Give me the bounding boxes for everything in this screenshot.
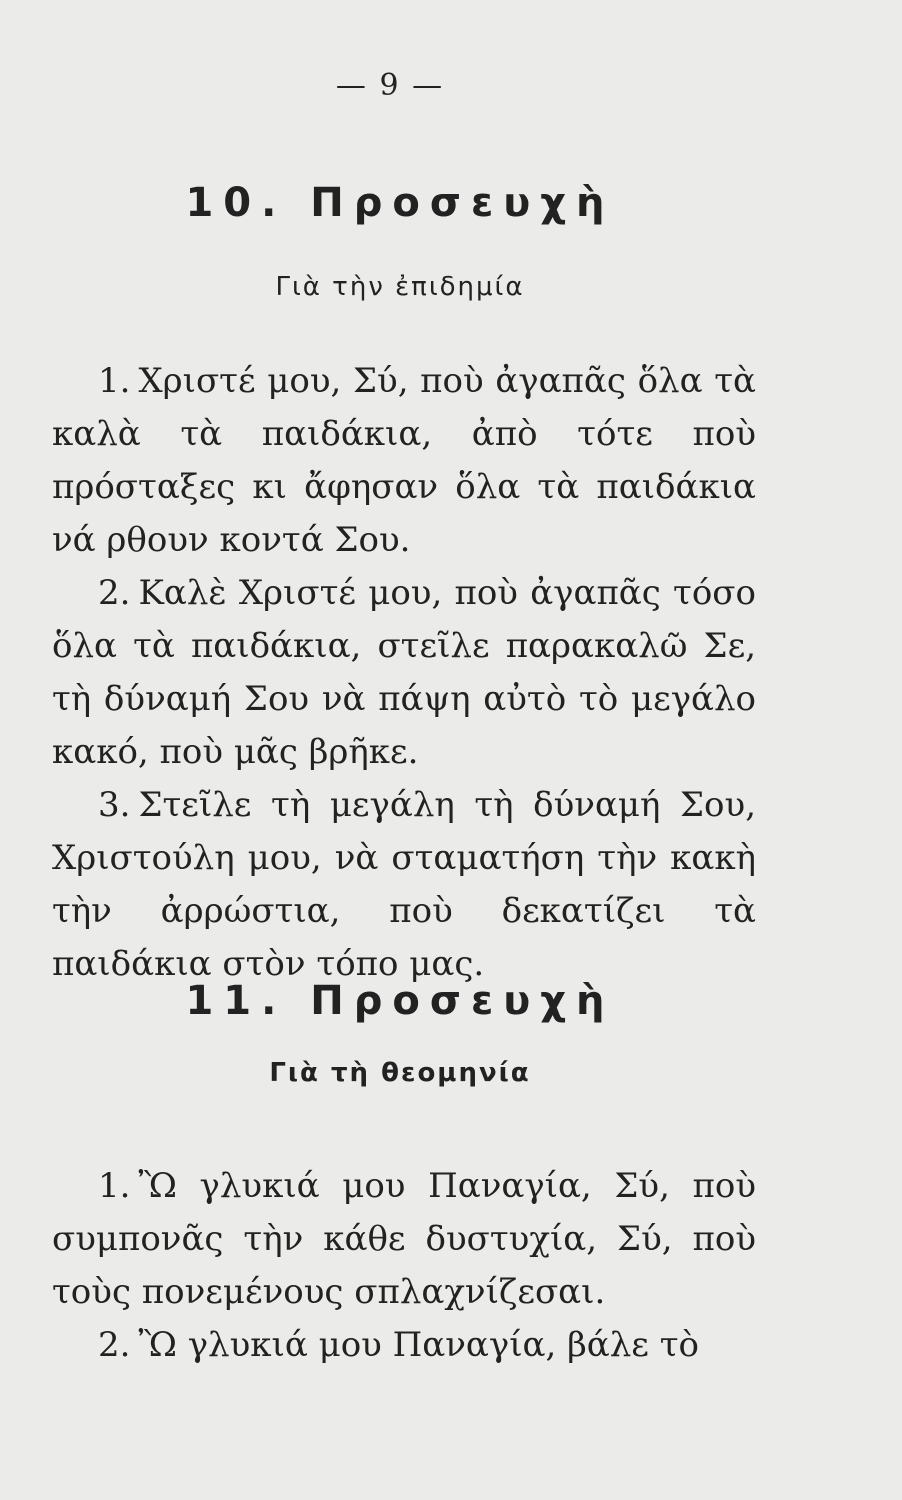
section-11-subheading: Γιὰ τὴ θεομηνία <box>269 1058 531 1088</box>
paragraph-text: Ὢ γλυκιά μου Παναγία, Σύ, ποὺ συμπονᾶς τὴν κάθε δυστυχία, Σύ, ποὺ τοὺς πονεμένους σπλαχνίζεσαι. <box>52 1166 756 1312</box>
paragraph-number: 2. <box>98 573 131 613</box>
paragraph <box>52 355 756 567</box>
paragraph <box>52 567 756 779</box>
section-10-body <box>52 355 756 991</box>
section-10-heading: 10. Προσευχὴ <box>185 180 615 226</box>
paragraph <box>52 779 756 991</box>
paragraph-text: Ὢ γλυκιά μου Παναγία, βάλε τὸ <box>138 1325 699 1365</box>
page-number: — 9 — <box>335 68 445 103</box>
section-11-heading: 11. Προσευχὴ <box>185 978 615 1024</box>
paragraph-text: Καλὲ Χριστέ μου, ποὺ ἀγαπᾶς τόσο ὅλα τὰ παιδάκια, στεῖλε παρακαλῶ Σε, τὴ δύναμή Σου νὰ πάψη αὐτὸ τὸ μεγάλο κακό, ποὺ μᾶς βρῆκε. <box>52 573 756 772</box>
paragraph-text: Χριστέ μου, Σύ, ποὺ ἀγαπᾶς ὅλα τὰ καλὰ τὰ παιδάκια, ἀπὸ τότε ποὺ πρόσταξες κι ἄφησαν ὅλα τὰ παιδάκια νά ρθουν κοντά Σου. <box>52 361 756 560</box>
section-10-subheading: Γιὰ τὴν ἐπιδημία <box>275 272 525 302</box>
paragraph-number: 2. <box>98 1325 131 1365</box>
paragraph-number: 1. <box>98 361 131 401</box>
paragraph-number: 3. <box>98 785 131 825</box>
paragraph <box>52 1319 756 1372</box>
paragraph <box>52 1160 756 1319</box>
section-11-body <box>52 1160 756 1372</box>
paragraph-text: Στεῖλε τὴ μεγάλη τὴ δύναμή Σου, Χριστούλη μου, νὰ σταματήση τὴν κακὴ τὴν ἀρρώστια, ποὺ δεκατίζει τὰ παιδάκια στὸν τόπο μας. <box>52 785 756 984</box>
paragraph-number: 1. <box>98 1166 131 1206</box>
